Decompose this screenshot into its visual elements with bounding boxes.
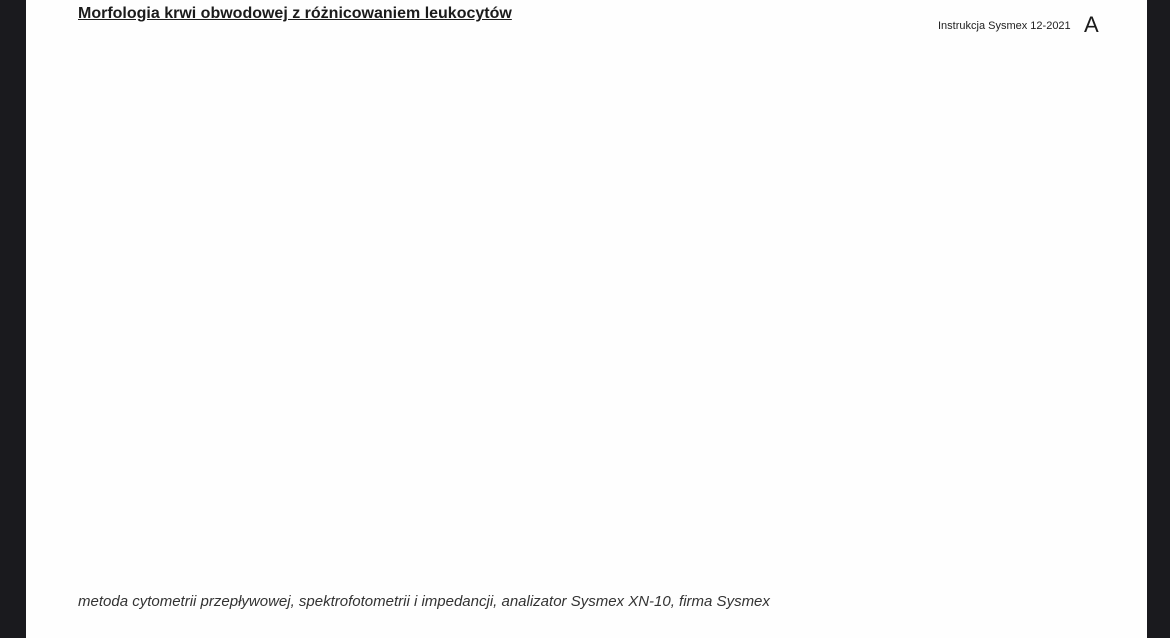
right-black-bar [1147,0,1170,638]
report-title: Morfologia krwi obwodowej z różnicowaniem leukocytów [78,5,512,22]
instruction-note: Instrukcja Sysmex 12-2021 [938,20,1071,32]
method-footnote: metoda cytometrii przepływowej, spektrofotometrii i impedancji, analizator Sysmex XN-10, firma Sysmex [78,593,770,610]
left-black-bar [0,0,26,638]
page-marker: A [1084,12,1099,37]
lab-report-page [26,0,1147,638]
